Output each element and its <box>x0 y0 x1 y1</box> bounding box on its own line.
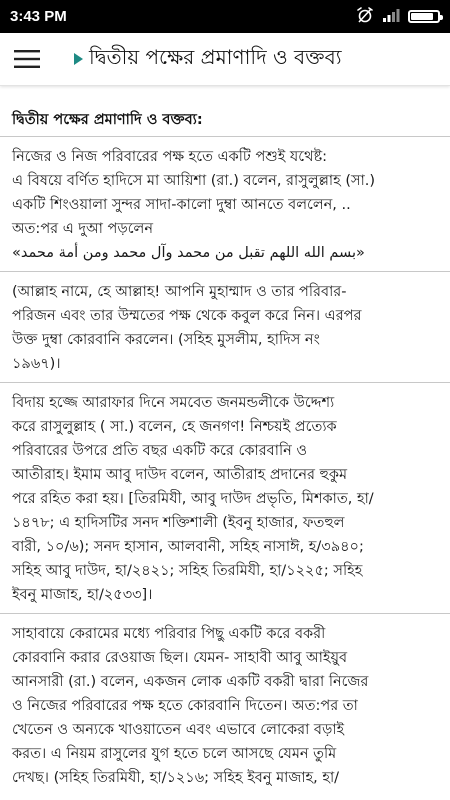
battery-icon <box>408 10 440 23</box>
paragraph-line: কোরবানি করার রেওয়াজ ছিল। যেমন- সাহাবী আবু আইয়ুব <box>12 650 348 666</box>
battery-level <box>411 13 433 20</box>
paragraph <box>0 145 450 265</box>
paragraph-line: ১৪৭৮; এ হাদিসটির সনদ শক্তিশালী (ইবনু হাজার, ফতহুল <box>12 515 345 531</box>
paragraph-line: (আল্লাহ নামে, হে আল্লাহ! আপনি মুহাম্মাদ ও তার পরিবার- <box>12 284 347 300</box>
paragraph-line: দেখছ। (সহিহ তিরমিযী, হা/১২১৬; সহিহ ইবনু মাজাহ, হা/ <box>12 770 340 786</box>
app-title: দ্বিতীয় পক্ষের প্রমাণাদি ও বক্তব্য <box>89 44 342 69</box>
paragraph-line: সহিহ আবু দাউদ, হা/২৪২১; সহিহ তিরমিযী, হা/১২২৫; সহিহ <box>12 563 363 579</box>
status-time: 3:43 PM <box>10 8 67 25</box>
menu-button[interactable] <box>0 33 54 86</box>
paragraph-line: করত। এ নিয়ম রাসুলের যুগ হতে চলে আসছে যেমন তুমি <box>12 746 337 762</box>
app-title-container <box>54 43 342 76</box>
paragraph-line: একটি শিংওয়ালা সুন্দর সাদা-কালো দুম্বা আনতে বললেন, .. <box>12 197 351 213</box>
paragraph-line: আতীরাহ। ইমাম আবু দাউদ বলেন, আতীরাহ প্রদানের হুকুম <box>12 467 348 483</box>
paragraph-line: আনসারী (রা.) বলেন, একজন লোক একটি বকরী দ্বারা নিজের <box>12 674 369 690</box>
app-bar <box>0 33 450 86</box>
paragraph-line: উক্ত দুম্বা কোরবানি করলেন। (সহিহ মুসলীম, হাদিস নং <box>12 332 320 348</box>
paragraph-line: খেতেন ও অন্যকে খাওয়াতেন এবং এভাবে লোকেরা বড়াই <box>12 722 345 738</box>
paragraph-line: এ বিষয়ে বর্ণিত হাদিসে মা আয়িশা (রা.) বলেন, রাসুলুল্লাহ (সা.) <box>12 173 376 189</box>
paragraph-line: ১৯৬৭)। <box>12 356 61 372</box>
paragraph-line: সাহাবায়ে কেরামের মধ্যে পরিবার পিছু একটি করে বকরী <box>12 626 326 642</box>
divider <box>0 271 450 272</box>
hamburger-menu-icon <box>14 49 40 69</box>
paragraph <box>0 391 450 607</box>
status-icons <box>356 6 440 28</box>
paragraph <box>0 622 450 790</box>
title-triangle-icon <box>74 53 83 65</box>
paragraph-line: বারী, ১০/৬); সনদ হাসান, আলবানী, সহিহ নাসাঈ, হ/৩৯৪০; <box>12 539 364 555</box>
paragraph-line: করে রাসুলুল্লাহ ( সা.) বলেন, হে জনগণ! নিশ্চয়ই প্রত্যেক <box>12 419 337 435</box>
paragraph-line: অত:পর এ দুআ পড়লেন <box>12 221 154 237</box>
paragraph-line: বিদায় হজ্জে আরাফার দিনে সমবেত জনমন্ডলীকে উদ্দেশ্য <box>12 395 335 411</box>
divider <box>0 136 450 137</box>
paragraph-line: নিজের ও নিজ পরিবারের পক্ষ হতে একটি পশুই যথেষ্ট: <box>12 149 328 165</box>
divider <box>0 382 450 383</box>
paragraph-line: পরিজন এবং তার উম্মতের পক্ষ থেকে কবুল করে নিন। এরপর <box>12 308 362 324</box>
paragraph-line: পরে রহিত করা হয়। [তিরমিযী, আবু দাউদ প্রভৃতি, মিশকাত, হা/ <box>12 491 374 507</box>
paragraph <box>0 280 450 376</box>
status-bar <box>0 0 450 33</box>
alarm-off-icon <box>356 6 374 28</box>
paragraph-line: ও নিজের পরিবারের পক্ষ হতে কোরবানি দিতেন। অত:পর তা <box>12 698 358 714</box>
paragraph-line: ইবনু মাজাহ, হা/২৫৩৩]। <box>12 587 153 603</box>
signal-icon <box>382 7 400 26</box>
paragraph-line: পরিবারের উপরে প্রতি বছর একটি করে কোরবানি ও <box>12 443 308 459</box>
divider <box>0 613 450 614</box>
section-heading: দ্বিতীয় পক্ষের প্রমাণাদি ও বক্তব্য: <box>12 112 203 128</box>
arabic-dua: «بسم الله اللهم تقبل من محمد وآل محمد ومن أمة محمد» <box>12 245 365 261</box>
article-content[interactable] <box>0 100 450 800</box>
